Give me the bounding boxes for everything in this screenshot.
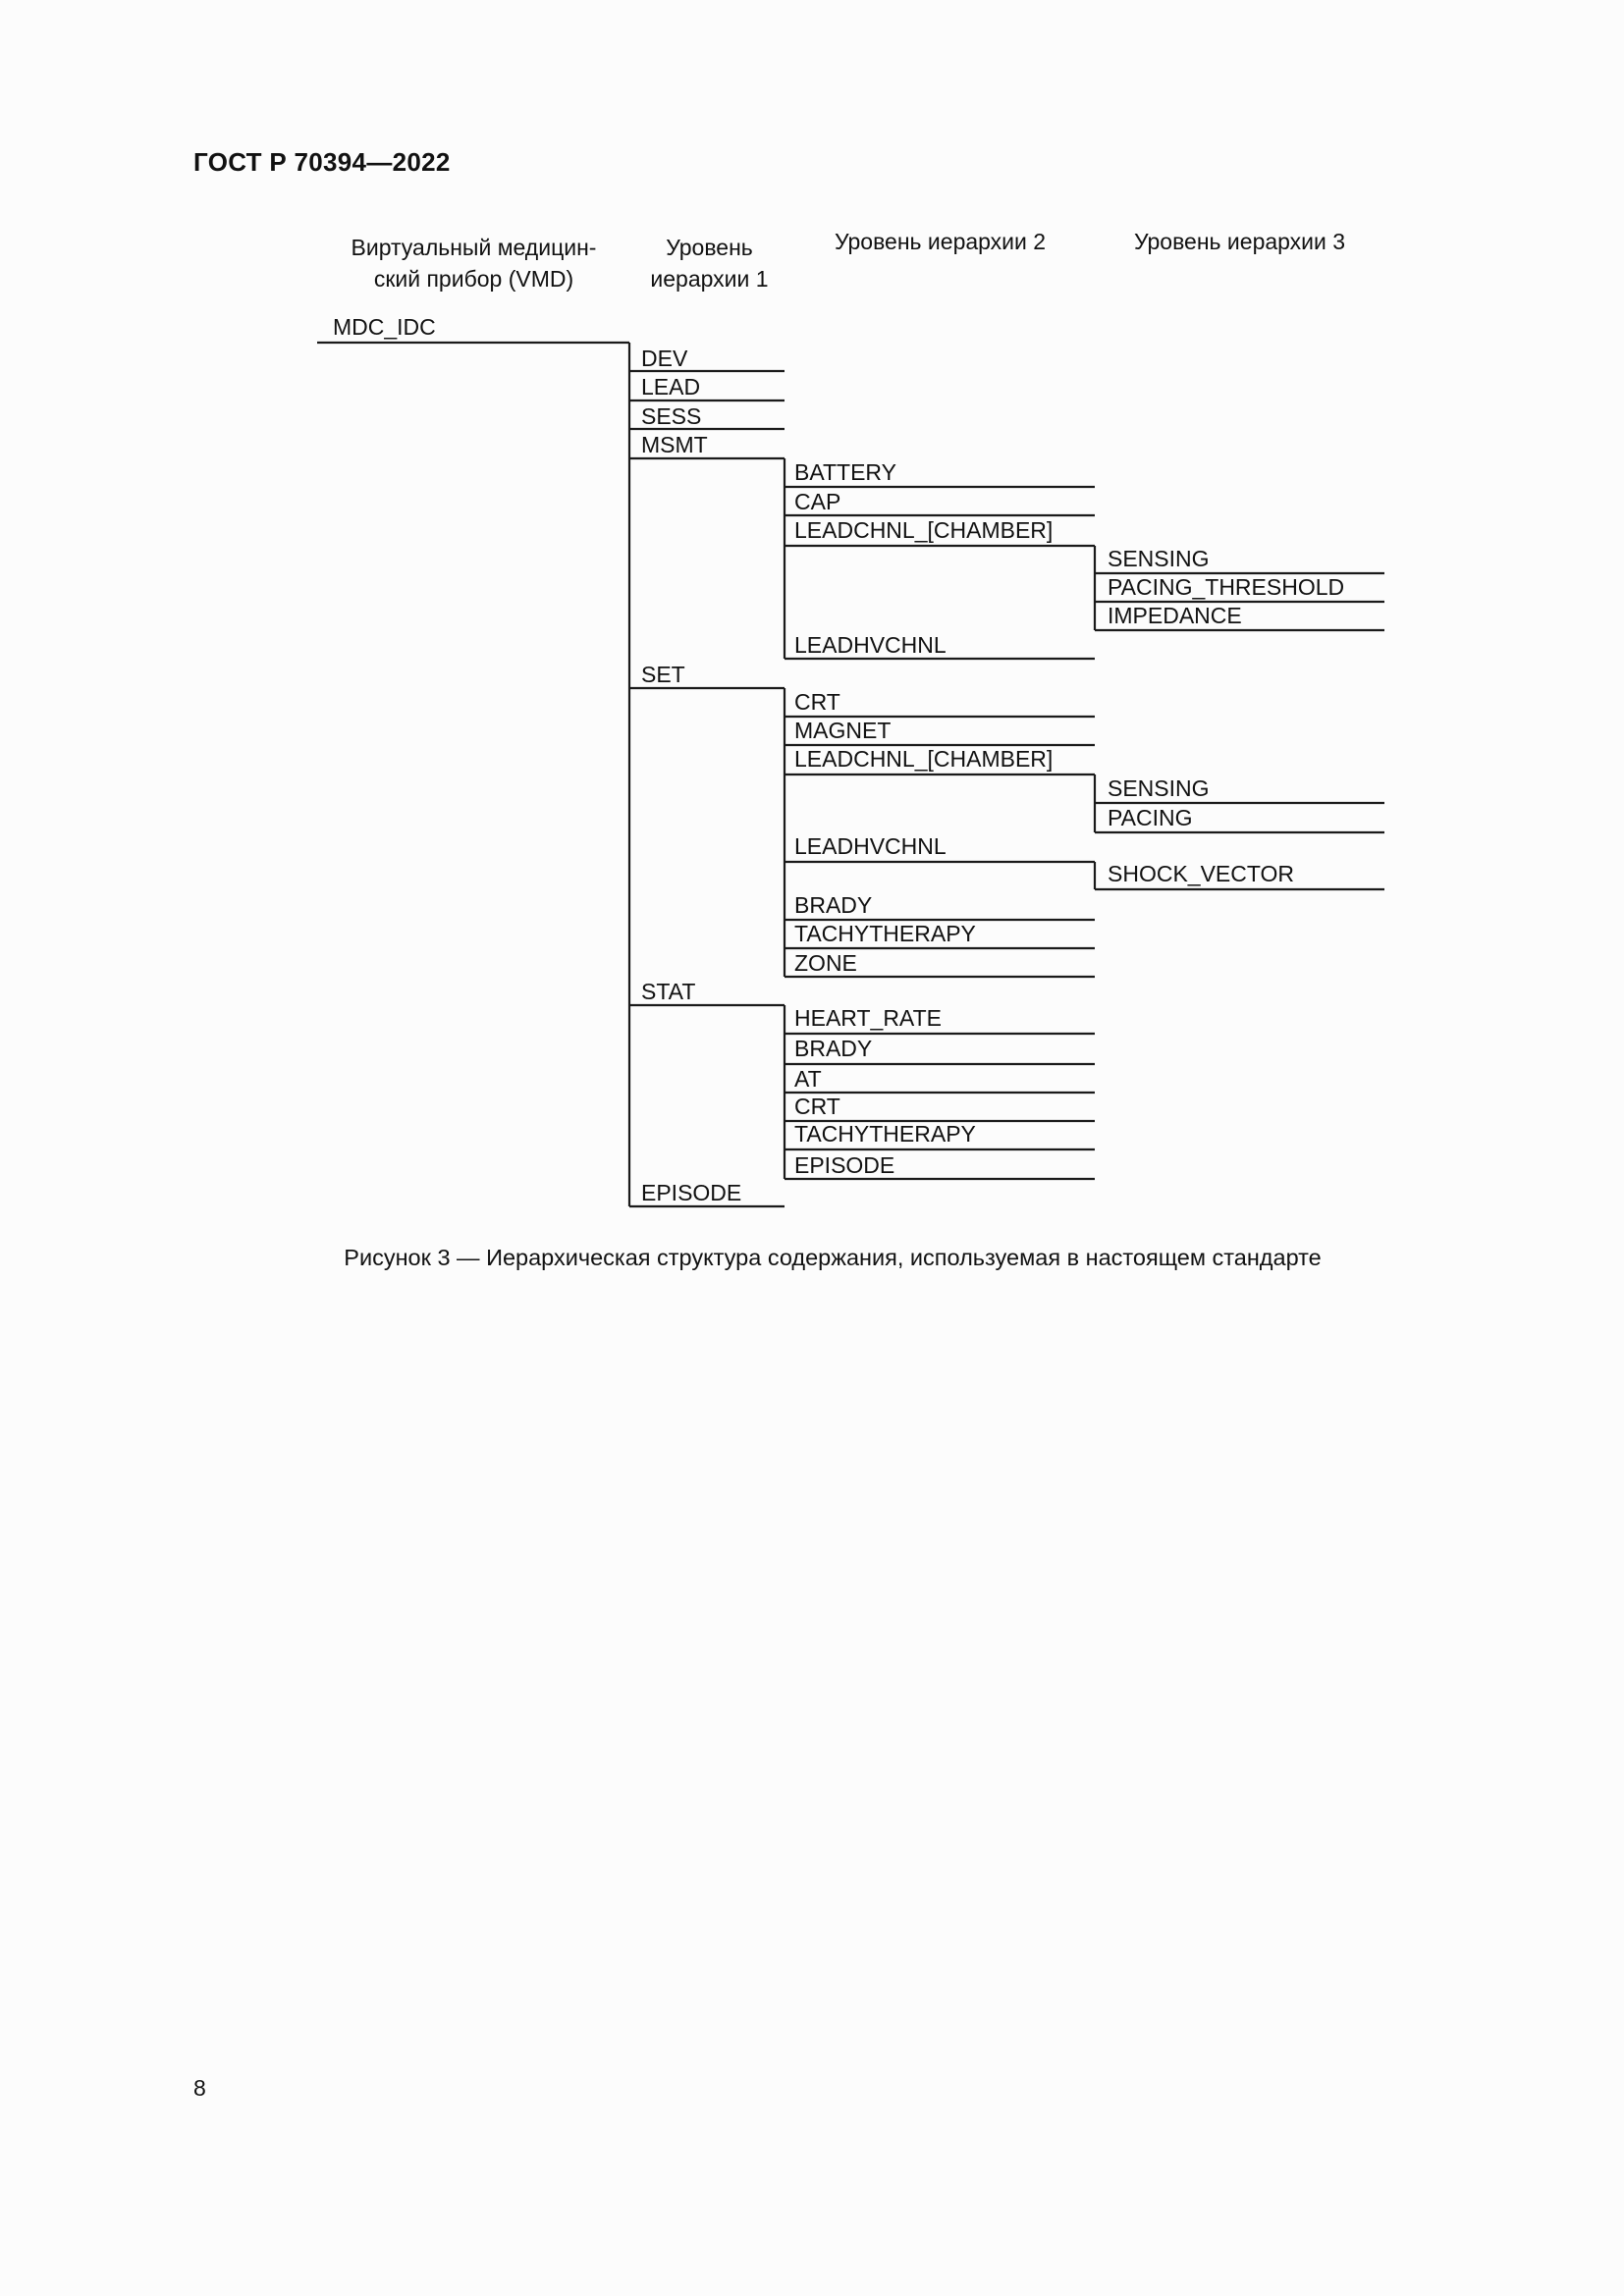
level2-node-label: ZONE (794, 950, 857, 976)
level2-node-label: AT (794, 1066, 822, 1092)
level2-node-label: TACHYTHERAPY (794, 1121, 976, 1147)
level1-node-label: SESS (641, 403, 702, 429)
level1-node-label: EPISODE (641, 1180, 742, 1205)
column-header-level3: Уровень иерархии 3 (1133, 229, 1346, 254)
level2-node-label: MAGNET (794, 718, 892, 743)
level2-node-label: LEADHVCHNL (794, 833, 947, 859)
level3-node-label: PACING_THRESHOLD (1108, 574, 1345, 600)
level2-node-label: CAP (794, 489, 841, 514)
level2-node-label: LEADCHNL_[CHAMBER] (794, 517, 1054, 543)
column-header-vmd: Виртуальный медицин- ский прибор (VMD) (351, 235, 597, 292)
level1-node-label: STAT (641, 979, 696, 1004)
column-header-level1: Уровень иерархии 1 (650, 235, 769, 292)
column-header-level2: Уровень иерархии 2 (834, 229, 1047, 254)
figure-caption: Рисунок 3 — Иерархическая структура содержания, используемая в настоящем стандарте (344, 1245, 1322, 1270)
level2-node-label: LEADCHNL_[CHAMBER] (794, 746, 1054, 772)
root-node-label: MDC_IDC (333, 314, 436, 340)
page-number: 8 (193, 2075, 206, 2101)
level3-node-label: SENSING (1108, 546, 1210, 571)
level1-node-label: DEV (641, 346, 688, 371)
level2-node-label: BRADY (794, 1036, 873, 1061)
level3-node-label: PACING (1108, 805, 1193, 830)
level3-node-label: SHOCK_VECTOR (1108, 861, 1295, 886)
level1-node-label: LEAD (641, 374, 701, 400)
level2-node-label: BATTERY (794, 459, 896, 485)
level2-node-label: HEART_RATE (794, 1005, 942, 1031)
level2-node-label: EPISODE (794, 1152, 895, 1178)
level2-node-label: BRADY (794, 892, 873, 918)
level2-node-label: CRT (794, 1094, 840, 1119)
level2-node-label: CRT (794, 689, 840, 715)
level3-node-label: SENSING (1108, 775, 1210, 801)
level2-node-label: LEADHVCHNL (794, 632, 947, 658)
level1-node-label: SET (641, 662, 685, 687)
level2-node-label: TACHYTHERAPY (794, 921, 976, 946)
level3-node-label: IMPEDANCE (1108, 603, 1242, 628)
level1-node-label: MSMT (641, 432, 708, 457)
document-header: ГОСТ Р 70394—2022 (193, 147, 451, 177)
